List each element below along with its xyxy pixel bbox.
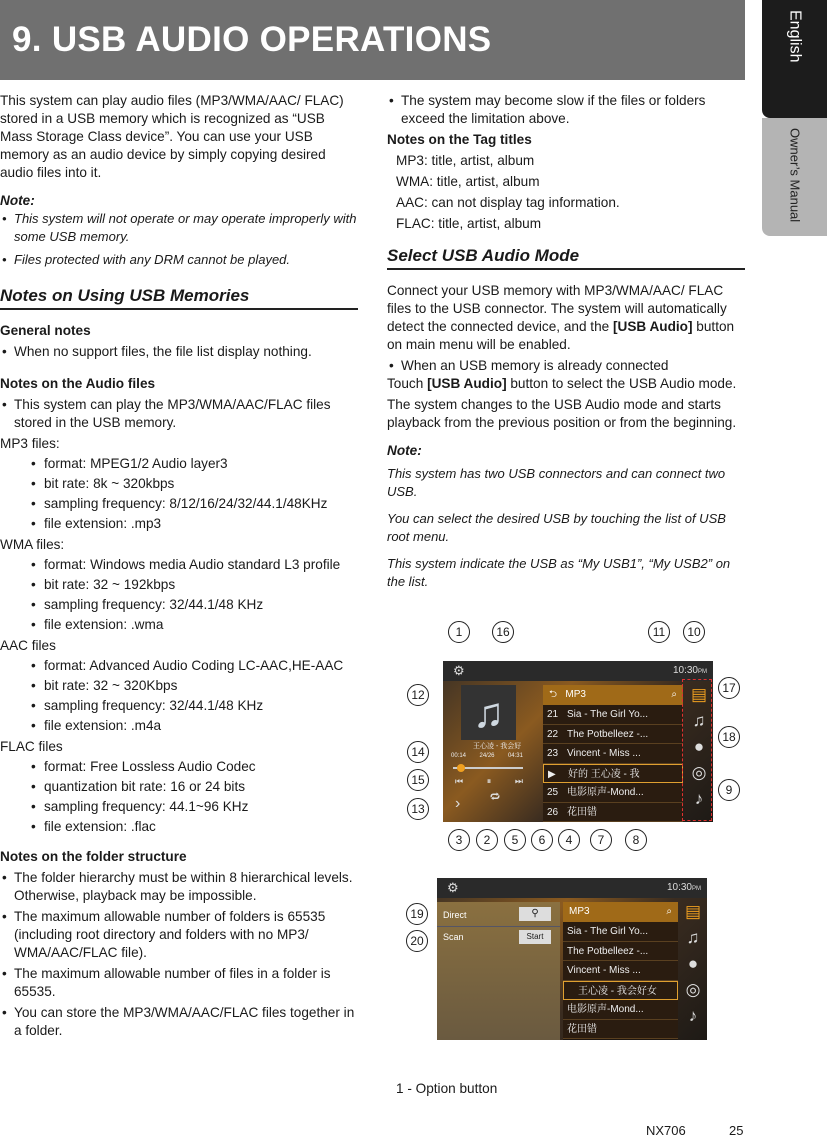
tab-owners-manual [762, 118, 827, 236]
format-spec: • file extension: .m4a [0, 717, 358, 735]
now-playing-artist: 王心凌 - 我会好 [473, 743, 522, 750]
bullet: • The maximum allowable number of folders is 65535 (including root directory and folders with no MP3/ WMA/AAC/FLAC file). [0, 908, 358, 962]
callout: 12 [407, 684, 429, 706]
format-spec: • sampling frequency: 44.1~96 KHz [0, 798, 358, 816]
track-row[interactable]: 花田错 [563, 1020, 678, 1040]
track-title: 好的 王心凌 - 我 [568, 768, 640, 780]
callout: 10 [683, 621, 705, 643]
bullet: • You can store the MP3/WMA/AAC/FLAC files together in a folder. [0, 1004, 358, 1040]
track-row[interactable] [543, 764, 683, 784]
callout: 18 [718, 726, 740, 748]
page-number: 25 [729, 1123, 744, 1138]
total-time: 04:31 [507, 753, 523, 759]
contact-icon[interactable]: ● [693, 737, 705, 756]
figure-caption: 1 - Option button [396, 1081, 498, 1096]
search-icon[interactable]: ⌕ [666, 906, 672, 917]
track-number: 26 [547, 806, 559, 818]
usb-icon[interactable]: ▤ [690, 685, 708, 704]
text: button on main menu will be enabled. [387, 319, 735, 352]
callout: 2 [476, 829, 498, 851]
clock-ampm: PM [692, 886, 701, 892]
format-spec: • format: Advanced Audio Coding LC-AAC,HE-AAC [0, 657, 358, 675]
tag-line: AAC: can not display tag information. [396, 195, 620, 210]
track-number: 23 [547, 748, 559, 759]
note-label: Note: [387, 443, 422, 458]
format-list [0, 435, 358, 836]
bullet: • The maximum allowable number of files in a folder is 65535. [0, 965, 358, 1001]
bullet: • This system can play the MP3/WMA/AAC/FLAC files stored in the USB memory. [0, 396, 358, 432]
track-row[interactable]: Vincent - Miss ... [563, 961, 678, 981]
format-spec: • format: Windows media Audio standard L3 profile [0, 556, 358, 574]
callout: 15 [407, 769, 429, 791]
list-title: MP3 [565, 689, 586, 700]
clock-ampm: PM [698, 669, 707, 675]
source-sidebar [679, 902, 707, 1026]
callout: 14 [407, 741, 429, 763]
callout: 7 [590, 829, 612, 851]
album-art-music-icon: ♫ [461, 685, 516, 740]
format-spec: • file extension: .flac [0, 818, 358, 836]
subheading: Notes on the Audio files [0, 376, 156, 391]
note: You can select the desired USB by touching the list of USB root menu. [387, 511, 726, 544]
track-row[interactable] [543, 783, 683, 803]
callout: 5 [504, 829, 526, 851]
clock-time: 10:30 [672, 665, 698, 676]
repeat-icon[interactable]: 🔁︎ [490, 792, 500, 803]
music-icon[interactable]: ♫ [692, 711, 706, 730]
format-heading: AAC files [0, 638, 56, 653]
search-icon[interactable]: ⌕ [671, 689, 677, 700]
tag-line: MP3: title, artist, album [396, 153, 535, 168]
button-ref: [USB Audio] [427, 376, 507, 391]
paragraph [387, 375, 745, 393]
track-row[interactable] [543, 705, 683, 725]
format-spec: • format: MPEG1/2 Audio layer3 [0, 455, 358, 473]
clock [667, 882, 701, 895]
bullet: • When an USB memory is already connected [387, 357, 745, 375]
callout: 17 [718, 677, 740, 699]
previous-button[interactable]: ⏮ [455, 776, 464, 786]
track-row[interactable] [543, 744, 683, 764]
clock-time: 10:30 [666, 882, 692, 893]
track-rows [543, 705, 683, 822]
guitar-icon[interactable]: ♪ [688, 1006, 698, 1025]
format-spec: • sampling frequency: 8/12/16/24/32/44.1/48KHz [0, 495, 358, 513]
track-list [563, 902, 678, 1040]
format-spec: • bit rate: 32 ~ 320Kbps [0, 677, 358, 695]
callout: 6 [531, 829, 553, 851]
disc-icon[interactable]: ◎ [691, 763, 707, 782]
callout: 9 [718, 779, 740, 801]
track-title: 电影原声-Mond... [567, 787, 644, 798]
settings-icon: ⚙ [447, 880, 459, 895]
tag-line: WMA: title, artist, album [396, 174, 540, 189]
note: This system has two USB connectors and can connect two USB. [387, 466, 726, 499]
elapsed-time: 00:14 [451, 753, 467, 759]
slider-thumb[interactable] [457, 764, 465, 772]
track-row[interactable]: Sia - The Girl Yo... [563, 922, 678, 942]
format-spec: • quantization bit rate: 16 or 24 bits [0, 778, 358, 796]
bullet: • The system may become slow if the files or folders exceed the limitation above. [387, 92, 745, 128]
settings-icon: ⚙ [453, 663, 465, 678]
track-row[interactable]: 王心凌 - 我会好女 [563, 981, 678, 1001]
direct-label: Direct [443, 910, 467, 920]
track-rows [563, 922, 678, 1039]
format-spec: • file extension: .wma [0, 616, 358, 634]
format-heading: MP3 files: [0, 436, 60, 451]
usb-audio-screen [443, 661, 713, 822]
text: Touch [387, 376, 428, 391]
highlight-box [682, 679, 712, 821]
section-title: Notes on Using USB Memories [0, 287, 358, 310]
text: Connect your USB memory with MP3/WMA/AAC/ FLAC files to the USB connector. The system will automatically detect the connected device, and the [387, 283, 727, 334]
track-number: 21 [547, 709, 559, 720]
note-label: Note: [0, 193, 35, 208]
divider [437, 926, 560, 927]
format-spec: • format: Free Lossless Audio Codec [0, 758, 358, 776]
format-spec: • bit rate: 8k ~ 320kbps [0, 475, 358, 493]
format-spec: • sampling frequency: 32/44.1/48 KHz [0, 596, 358, 614]
track-row[interactable]: The Potbelleez -... [563, 942, 678, 962]
clock [673, 665, 707, 678]
intro: This system can play audio files (MP3/WMA/AAC/ FLAC) stored in a USB memory which is recognized as “USB Mass Storage Class device”. You can use your USB memory as an audio device by simply copying desired audio files into it. [0, 93, 344, 180]
model-number: NX706 [646, 1123, 686, 1138]
track-title: 花田错 [567, 806, 597, 818]
track-title: Sia - The Girl Yo... [567, 709, 648, 720]
list-title: MP3 [569, 906, 590, 917]
scan-label: Scan [443, 932, 464, 942]
callout: 16 [492, 621, 514, 643]
music-icon[interactable]: ♫ [686, 928, 700, 947]
subheading: General notes [0, 323, 91, 338]
tag-line: FLAC: title, artist, album [396, 216, 542, 231]
contact-icon[interactable]: ● [687, 954, 699, 973]
track-number: 25 [547, 787, 559, 798]
tab-label: English [786, 10, 804, 63]
playback-controls [455, 776, 523, 787]
page-header [0, 0, 745, 80]
note: • Files protected with any DRM cannot be played. [0, 251, 358, 269]
format-heading: WMA files: [0, 537, 65, 552]
track-title: Vincent - Miss ... [567, 748, 641, 759]
track-row[interactable] [543, 803, 683, 823]
page-title: 9. USB AUDIO OPERATIONS [12, 20, 492, 59]
callout: 13 [407, 798, 429, 820]
note: This system indicate the USB as “My USB1”, “My USB2” on the list. [387, 556, 731, 589]
callout: 3 [448, 829, 470, 851]
track-row[interactable]: 电影原声-Mond... [563, 1000, 678, 1020]
status-bar [437, 878, 707, 898]
callout: 8 [625, 829, 647, 851]
usb-options-screen [437, 878, 707, 1040]
list-header: ⮌ MP3 ⌕ [543, 685, 683, 705]
scan-start-button[interactable]: Start [519, 930, 551, 944]
tab-english [762, 0, 827, 118]
next-button[interactable]: ⏭ [514, 776, 523, 786]
callout: 19 [406, 903, 428, 925]
track-number: ▶ [548, 768, 556, 780]
options-panel [437, 902, 560, 1040]
progress-slider[interactable] [453, 767, 523, 769]
time-readout [451, 752, 523, 760]
right-column [387, 92, 745, 596]
track-counter: 24/26 [479, 753, 495, 759]
left-column [0, 92, 358, 1040]
section-title: Select USB Audio Mode [387, 247, 745, 270]
paragraph [387, 282, 745, 354]
text: button to select the USB Audio mode. [506, 376, 737, 391]
pause-button[interactable]: ⏸ [486, 776, 492, 786]
bullet: • When no support files, the file list display nothing. [0, 343, 358, 361]
paragraph: The system changes to the USB Audio mode and starts playback from the previous position or from the beginning. [387, 397, 737, 430]
track-title: The Potbelleez -... [567, 728, 649, 740]
subheading: Notes on the folder structure [0, 849, 187, 864]
callout: 20 [406, 930, 428, 952]
status-bar [443, 661, 713, 681]
guitar-icon[interactable]: ♪ [694, 789, 704, 808]
track-number: 22 [547, 728, 559, 740]
usb-icon[interactable]: ▤ [684, 902, 702, 921]
subheading: Notes on the Tag titles [387, 132, 532, 147]
format-spec: • bit rate: 32 ~ 192kbps [0, 576, 358, 594]
bullet: • The folder hierarchy must be within 8 hierarchical levels. Otherwise, playback may be impossible. [0, 869, 358, 905]
format-spec: • sampling frequency: 32/44.1/48 KHz [0, 697, 358, 715]
list-header [563, 902, 678, 922]
note: • This system will not operate or may operate improperly with some USB memory. [0, 210, 358, 246]
button-ref: [USB Audio] [612, 319, 693, 334]
format-spec: • file extension: .mp3 [0, 515, 358, 533]
format-heading: FLAC files [0, 739, 63, 754]
callout: 11 [648, 621, 670, 643]
direct-search-button[interactable]: ⚲ [519, 907, 551, 921]
callout: 1 [448, 621, 470, 643]
track-row[interactable] [543, 725, 683, 745]
track-list [543, 685, 683, 820]
tab-label: Owner’s Manual [787, 128, 803, 223]
expand-arrow-icon[interactable]: › [455, 795, 461, 812]
disc-icon[interactable]: ◎ [685, 980, 701, 999]
callout: 4 [558, 829, 580, 851]
